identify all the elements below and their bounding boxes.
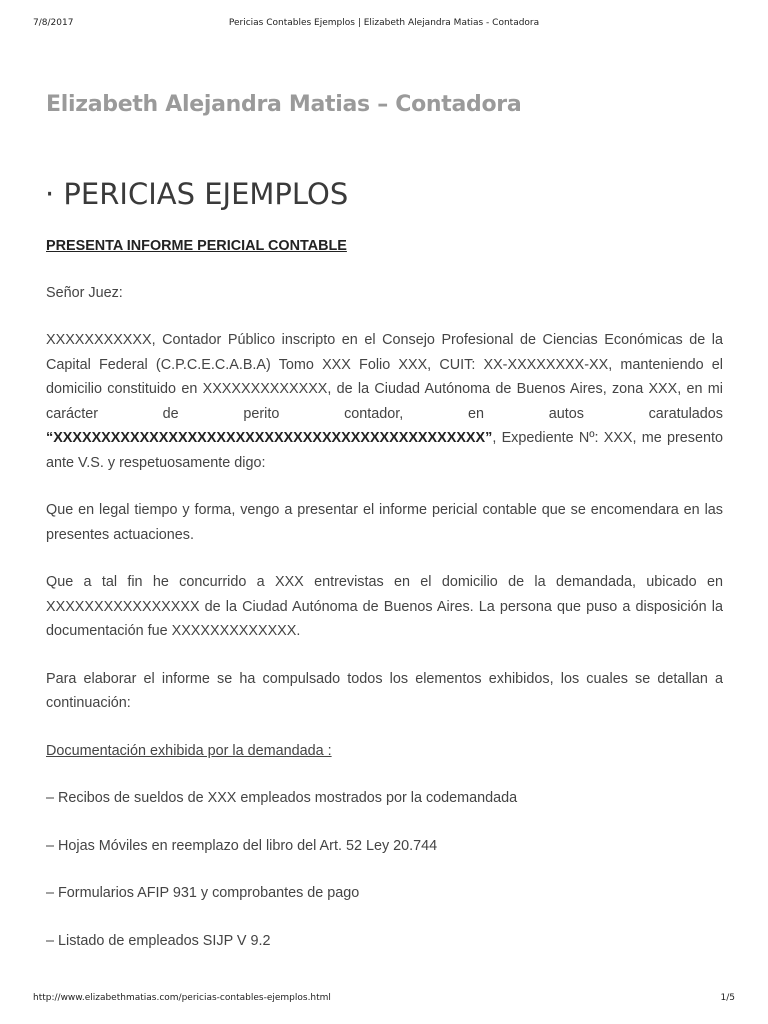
section-title: PRESENTA INFORME PERICIAL CONTABLE xyxy=(46,238,347,254)
list-item: – Recibos de sueldos de XXX empleados mostrados por la codemandada xyxy=(46,790,518,806)
paragraph-introduction-text-b: , Expediente Nº: XXX, me presento ante V.S. y respetuosamente digo: xyxy=(46,430,723,471)
print-date: 7/8/2017 xyxy=(33,18,74,28)
paragraph-introduction xyxy=(46,328,723,475)
list-item: – Listado de empleados SIJP V 9.2 xyxy=(46,932,271,949)
list-item: – Formularios AFIP 931 y comprobantes de pago xyxy=(46,885,360,901)
paragraph-elements: Para elaborar el informe se ha compulsado todos los elementos exhibidos, los cuales se detallan a continuación: xyxy=(46,670,723,711)
page-heading: · PERICIAS EJEMPLOS xyxy=(45,177,349,211)
case-title: “XXXXXXXXXXXXXXXXXXXXXXXXXXXXXXXXXXXXXXXXXXXXX” xyxy=(46,430,493,446)
print-header xyxy=(33,18,735,32)
paragraph-introduction-text-a: XXXXXXXXXXX, Contador Público inscripto en el Consejo Profesional de Ciencias Económicas de la Capital Federal (C.P.C.E.C.A.B.A) Tomo XXX Folio XXX, CUIT: XX-XXXXXXXX-XX, manteniendo el domicilio constituido en XXXXXXXXXXXXX, de la Ciudad Autónoma de Buenos Aires, zona XXX, en mi carácter de perito contador, en autos caratulados xyxy=(46,332,723,422)
paragraph-presentation: Que en legal tiempo y forma, vengo a presentar el informe pericial contable que se encomendara en las presentes actuaciones. xyxy=(46,502,723,543)
salutation: Señor Juez: xyxy=(46,284,123,301)
print-page-count: 1/5 xyxy=(720,993,735,1003)
print-title: Pericias Contables Ejemplos | Elizabeth Alejandra Matias - Contadora xyxy=(228,18,540,28)
list-item: – Hojas Móviles en reemplazo del libro del Art. 52 Ley 20.744 xyxy=(46,837,438,854)
document-body xyxy=(46,234,723,976)
paragraph-interviews: Que a tal fin he concurrido a XXX entrevistas en el domicilio de la demandada, ubicado en XXXXXXXXXXXXXXXX de la Ciudad Autónoma de Buenos Aires. La persona que puso a disposición la documentación fue XXXXXXXXXXXXX. xyxy=(46,574,723,639)
documentation-heading xyxy=(46,739,723,764)
site-title[interactable]: Elizabeth Alejandra Matias – Contadora xyxy=(46,92,522,117)
print-url: http://www.elizabethmatias.com/pericias-contables-ejemplos.html xyxy=(33,993,331,1003)
print-footer xyxy=(33,993,735,1007)
documentation-heading-text: Documentación exhibida por la demandada : xyxy=(46,742,332,759)
